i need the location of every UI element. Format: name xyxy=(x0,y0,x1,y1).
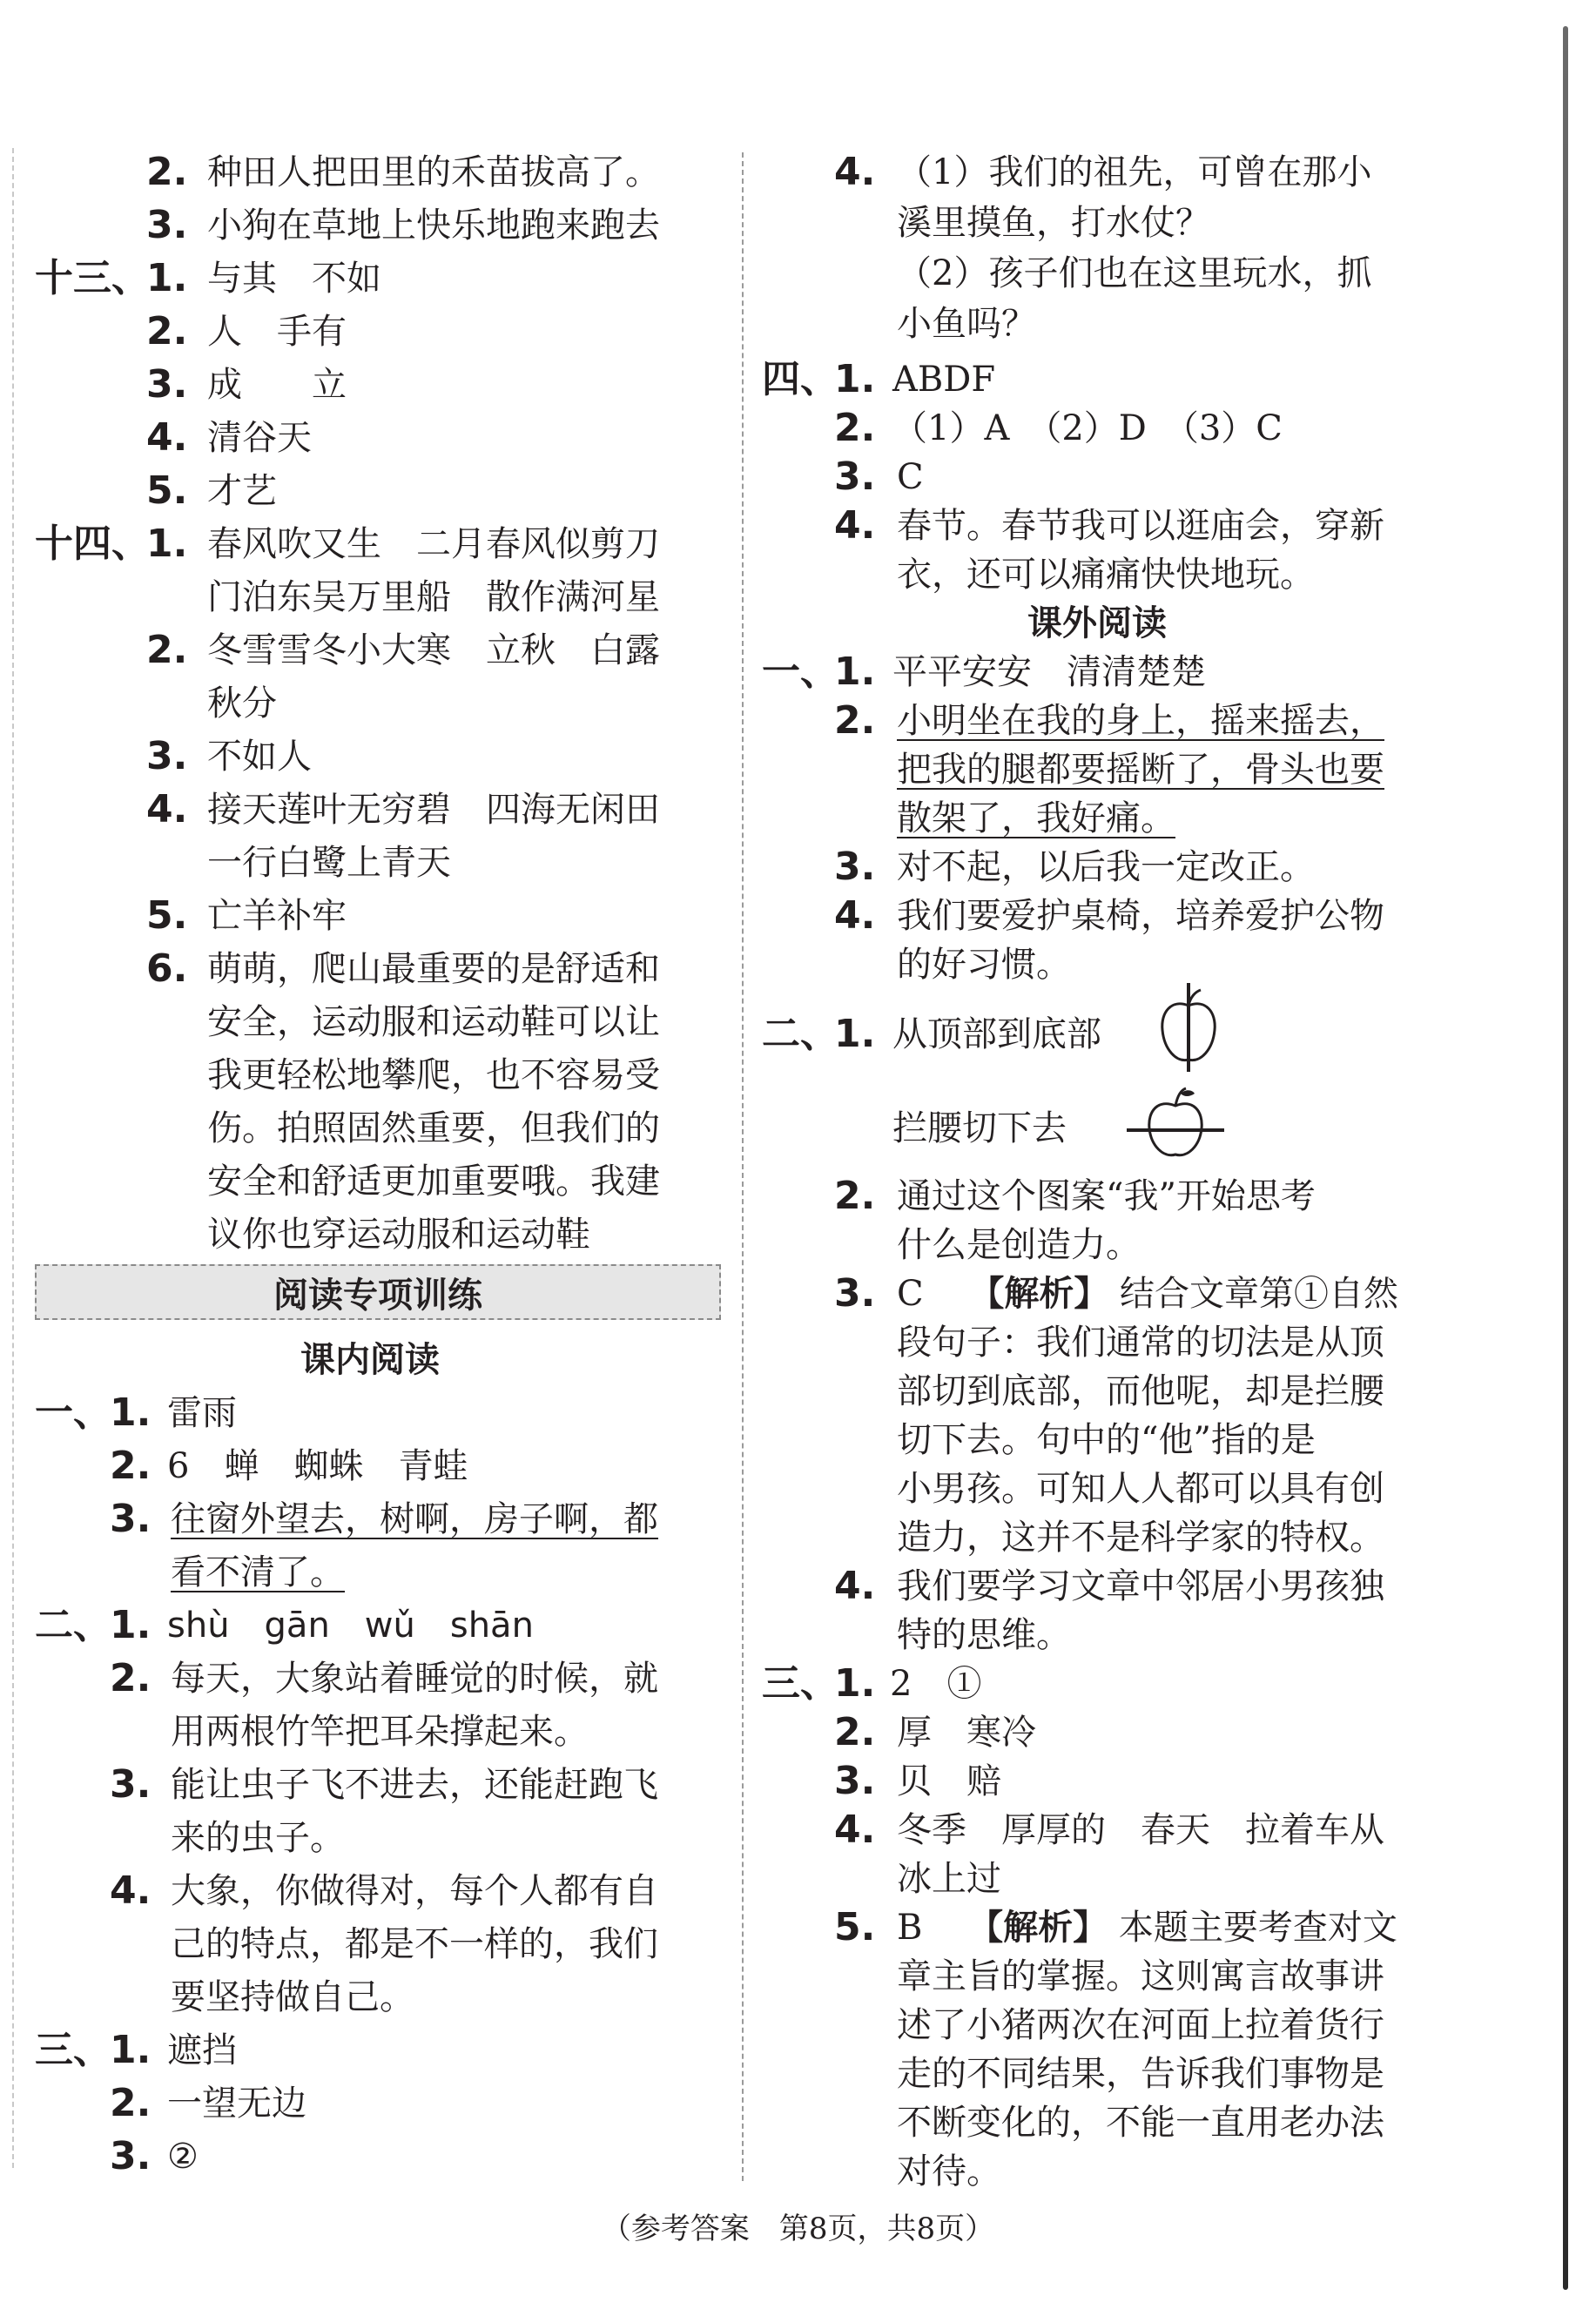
item-number: 4. xyxy=(834,150,876,194)
analysis-label: 【解析】 xyxy=(969,1274,1109,1314)
answer-text: 人 手有 xyxy=(207,312,347,352)
item-number: 3. xyxy=(834,1759,876,1803)
answer-text: 我更轻松地攀爬，也不容易受 xyxy=(207,1055,660,1095)
answer-text: 雷雨 xyxy=(167,1393,237,1433)
apple-vertical-cut-icon xyxy=(1154,980,1223,1075)
answer-text: 6 蝉 蜘蛛 青蛙 xyxy=(167,1446,468,1486)
analysis-text: 不断变化的，不能一直用老办法 xyxy=(897,2103,1384,2143)
answer-text: 用两根竹竿把耳朵撑起来。 xyxy=(171,1712,589,1752)
answer-text: 己的特点，都是不一样的，我们 xyxy=(171,1924,658,1964)
underlined-answer: 小明坐在我的身上，摇来摇去， xyxy=(897,701,1384,741)
answer-text: 安全，运动服和运动鞋可以让 xyxy=(207,1002,660,1042)
item-number: 1. xyxy=(834,1012,876,1056)
answer-text: 冰上过 xyxy=(897,1859,1001,1899)
underlined-answer: 看不清了。 xyxy=(171,1552,345,1592)
answer-text: 接天莲叶无穷碧 四海无闲田 xyxy=(207,790,660,830)
answer-text: 来的虫子。 xyxy=(171,1818,345,1858)
extracurricular-reading-heading: 课外阅读 xyxy=(1027,603,1167,643)
analysis-label: 【解析】 xyxy=(968,1908,1108,1948)
section-label: 十三、 xyxy=(35,256,150,300)
item-number: 4. xyxy=(146,415,188,460)
item-number: 2. xyxy=(834,1710,876,1754)
section-label: 一、 xyxy=(35,1390,111,1435)
section-label: 一、 xyxy=(762,650,838,694)
answer-text: 与其 不如 xyxy=(207,259,381,299)
analysis-text: 切下去。句中的“他”指的是 xyxy=(897,1420,1316,1460)
item-number: 3. xyxy=(834,1271,876,1316)
answer-text: 每天，大象站着睡觉的时候，就 xyxy=(171,1659,658,1699)
answer-text: 小狗在草地上快乐地跑来跑去 xyxy=(207,205,660,246)
answer-text: 种田人把田里的禾苗拔高了。 xyxy=(207,152,660,192)
item-number: 2. xyxy=(834,406,876,450)
answer-text: 成 立 xyxy=(207,365,347,405)
answer-text: 冬季 厚厚的 春天 拉着车从 xyxy=(897,1810,1384,1850)
item-number: 4. xyxy=(834,503,876,548)
item-number: 3. xyxy=(146,362,188,407)
item-number: 1. xyxy=(110,1603,152,1647)
answer-text: 对不起，以后我一定改正。 xyxy=(897,847,1315,887)
page-footer: （参考答案 第8页，共8页） xyxy=(601,2212,995,2246)
answer-text: 春风吹又生 二月春风似剪刀 xyxy=(207,524,660,564)
answer-text xyxy=(897,1903,1397,1952)
reading-training-banner: 阅读专项训练 xyxy=(35,1264,721,1320)
item-number: 2. xyxy=(146,628,188,672)
item-number: 2. xyxy=(110,1656,152,1700)
answer-text: 小鱼吗？ xyxy=(897,304,1036,344)
answer-text: 一行白鹭上青天 xyxy=(207,843,451,883)
item-number: 4. xyxy=(110,1868,152,1913)
answer-text: 通过这个图案“我”开始思考 xyxy=(897,1176,1316,1216)
answer-text: 溪里摸鱼，打水仗？ xyxy=(897,203,1210,243)
answer-text: （1）A （2）D （3）C xyxy=(892,408,1283,448)
item-number: 1. xyxy=(110,1390,152,1435)
analysis-text: 段句子：我们通常的切法是从顶 xyxy=(897,1323,1384,1363)
item-number: 4. xyxy=(834,1808,876,1852)
item-number: 1. xyxy=(834,1661,876,1706)
item-number: 3. xyxy=(110,1497,152,1541)
item-number: 3. xyxy=(146,203,188,247)
item-number: 2. xyxy=(834,698,876,743)
answer-text: 一望无边 xyxy=(167,2084,306,2124)
item-number: 3. xyxy=(834,845,876,889)
in-class-reading-heading: 课内阅读 xyxy=(300,1340,440,1380)
section-label: 二、 xyxy=(762,1012,838,1056)
answer-text: 遮挡 xyxy=(167,2030,237,2070)
analysis-text: 对待。 xyxy=(897,2151,1001,2191)
answer-text: 清谷天 xyxy=(207,418,312,458)
answer-text: 门泊东吴万里船 散作满河星 xyxy=(207,577,660,617)
left-margin-line xyxy=(12,148,14,2168)
answer-text: 冬雪雪冬小大寒 立秋 白露 xyxy=(207,630,660,670)
item-number: 1. xyxy=(146,522,188,566)
answer-text: 我们要爱护桌椅，培养爱护公物 xyxy=(897,896,1384,936)
apple-horizontal-cut-icon xyxy=(1123,1080,1228,1167)
item-number: 4. xyxy=(834,893,876,938)
item-number: 3. xyxy=(110,1762,152,1807)
underlined-answer: 往窗外望去，树啊，房子啊，都 xyxy=(171,1499,658,1539)
answer-text: 萌萌，爬山最重要的是舒适和 xyxy=(207,949,660,989)
answer-choice: B xyxy=(897,1908,923,1948)
answer-text: 从顶部到底部 xyxy=(892,1014,1101,1054)
answer-text: 亡羊补牢 xyxy=(207,896,347,936)
section-label: 四、 xyxy=(762,357,838,401)
answer-text: 什么是创造力。 xyxy=(897,1225,1141,1265)
analysis-text: 小男孩。可知人人都可以具有创 xyxy=(897,1469,1384,1509)
answer-text: 要坚持做自己。 xyxy=(171,1977,414,2017)
answer-text: 不如人 xyxy=(207,737,312,777)
item-number: 4. xyxy=(146,787,188,831)
item-number: 2. xyxy=(834,1174,876,1218)
answer-text: （1）我们的祖先，可曾在那小 xyxy=(897,152,1372,192)
item-number: 3. xyxy=(146,734,188,778)
answer-text: 平平安安 清清楚楚 xyxy=(892,652,1206,692)
answer-text: ② xyxy=(167,2137,199,2177)
item-number: 2. xyxy=(146,309,188,353)
answer-text: 我们要学习文章中邻居小男孩独 xyxy=(897,1566,1384,1606)
column-divider xyxy=(742,152,744,2181)
answer-text: 议你也穿运动服和运动鞋 xyxy=(207,1215,590,1255)
analysis-text: 造力，这并不是科学家的特权。 xyxy=(897,1518,1384,1558)
answer-text: （2）孩子们也在这里玩水，抓 xyxy=(897,253,1372,293)
answer-text: 伤。拍照固然重要，但我们的 xyxy=(207,1108,660,1148)
underlined-answer: 把我的腿都要摇断了，骨头也要 xyxy=(897,750,1384,790)
item-number: 2. xyxy=(146,150,188,194)
item-number: 1. xyxy=(834,357,876,401)
answer-text: 春节。春节我可以逛庙会，穿新 xyxy=(897,506,1384,546)
item-number: 1. xyxy=(834,650,876,694)
answer-text: ABDF xyxy=(892,360,996,400)
item-number: 1. xyxy=(146,256,188,300)
page-edge xyxy=(1563,26,1568,2290)
analysis-text: 部切到底部，而他呢，却是拦腰 xyxy=(897,1371,1384,1411)
section-label: 二、 xyxy=(35,1603,111,1647)
answer-text: 拦腰切下去 xyxy=(892,1108,1067,1148)
analysis-text: 章主旨的掌握。这则寓言故事讲 xyxy=(897,1956,1384,1996)
section-label: 三、 xyxy=(762,1661,838,1706)
item-number: 6. xyxy=(146,946,188,991)
section-label: 三、 xyxy=(35,2028,111,2072)
answer-text: 的好习惯。 xyxy=(897,945,1071,985)
answer-text: 秋分 xyxy=(207,683,277,724)
underlined-answer: 散架了，我好痛。 xyxy=(897,798,1175,838)
analysis-text: 述了小猪两次在河面上拉着货行 xyxy=(897,2005,1384,2045)
pinyin-answer: shù gān wǔ shān xyxy=(167,1606,534,1646)
item-number: 1. xyxy=(110,2028,152,2072)
item-number: 3. xyxy=(834,454,876,499)
answer-text: 衣，还可以痛痛快快地玩。 xyxy=(897,555,1315,595)
item-number: 5. xyxy=(146,468,188,513)
answer-text: C xyxy=(897,457,924,497)
answer-text: 大象，你做得对，每个人都有自 xyxy=(171,1871,658,1911)
analysis-text: 结合文章第①自然 xyxy=(1120,1274,1399,1314)
item-number: 3. xyxy=(110,2134,152,2178)
answer-text: 才艺 xyxy=(207,471,277,511)
item-number: 2. xyxy=(110,2081,152,2125)
item-number: 5. xyxy=(834,1905,876,1949)
section-label: 十四、 xyxy=(35,522,150,566)
answer-text: 能让虫子飞不进去，还能赶跑飞 xyxy=(171,1765,658,1805)
item-number: 5. xyxy=(146,893,188,938)
analysis-text: 本题主要考查对文 xyxy=(1118,1908,1397,1948)
item-number: 2. xyxy=(110,1444,152,1488)
answer-text: 贝 赔 xyxy=(897,1761,1001,1801)
answer-text: 特的思维。 xyxy=(897,1615,1071,1655)
answer-text: 2 ① xyxy=(890,1664,982,1704)
answer-text: 安全和舒适更加重要哦。我建 xyxy=(207,1161,660,1202)
analysis-text: 走的不同结果，告诉我们事物是 xyxy=(897,2054,1384,2094)
answer-text xyxy=(897,1269,1398,1318)
answer-text: 厚 寒冷 xyxy=(897,1713,1036,1753)
answer-choice: C xyxy=(897,1274,924,1314)
item-number: 4. xyxy=(834,1564,876,1608)
